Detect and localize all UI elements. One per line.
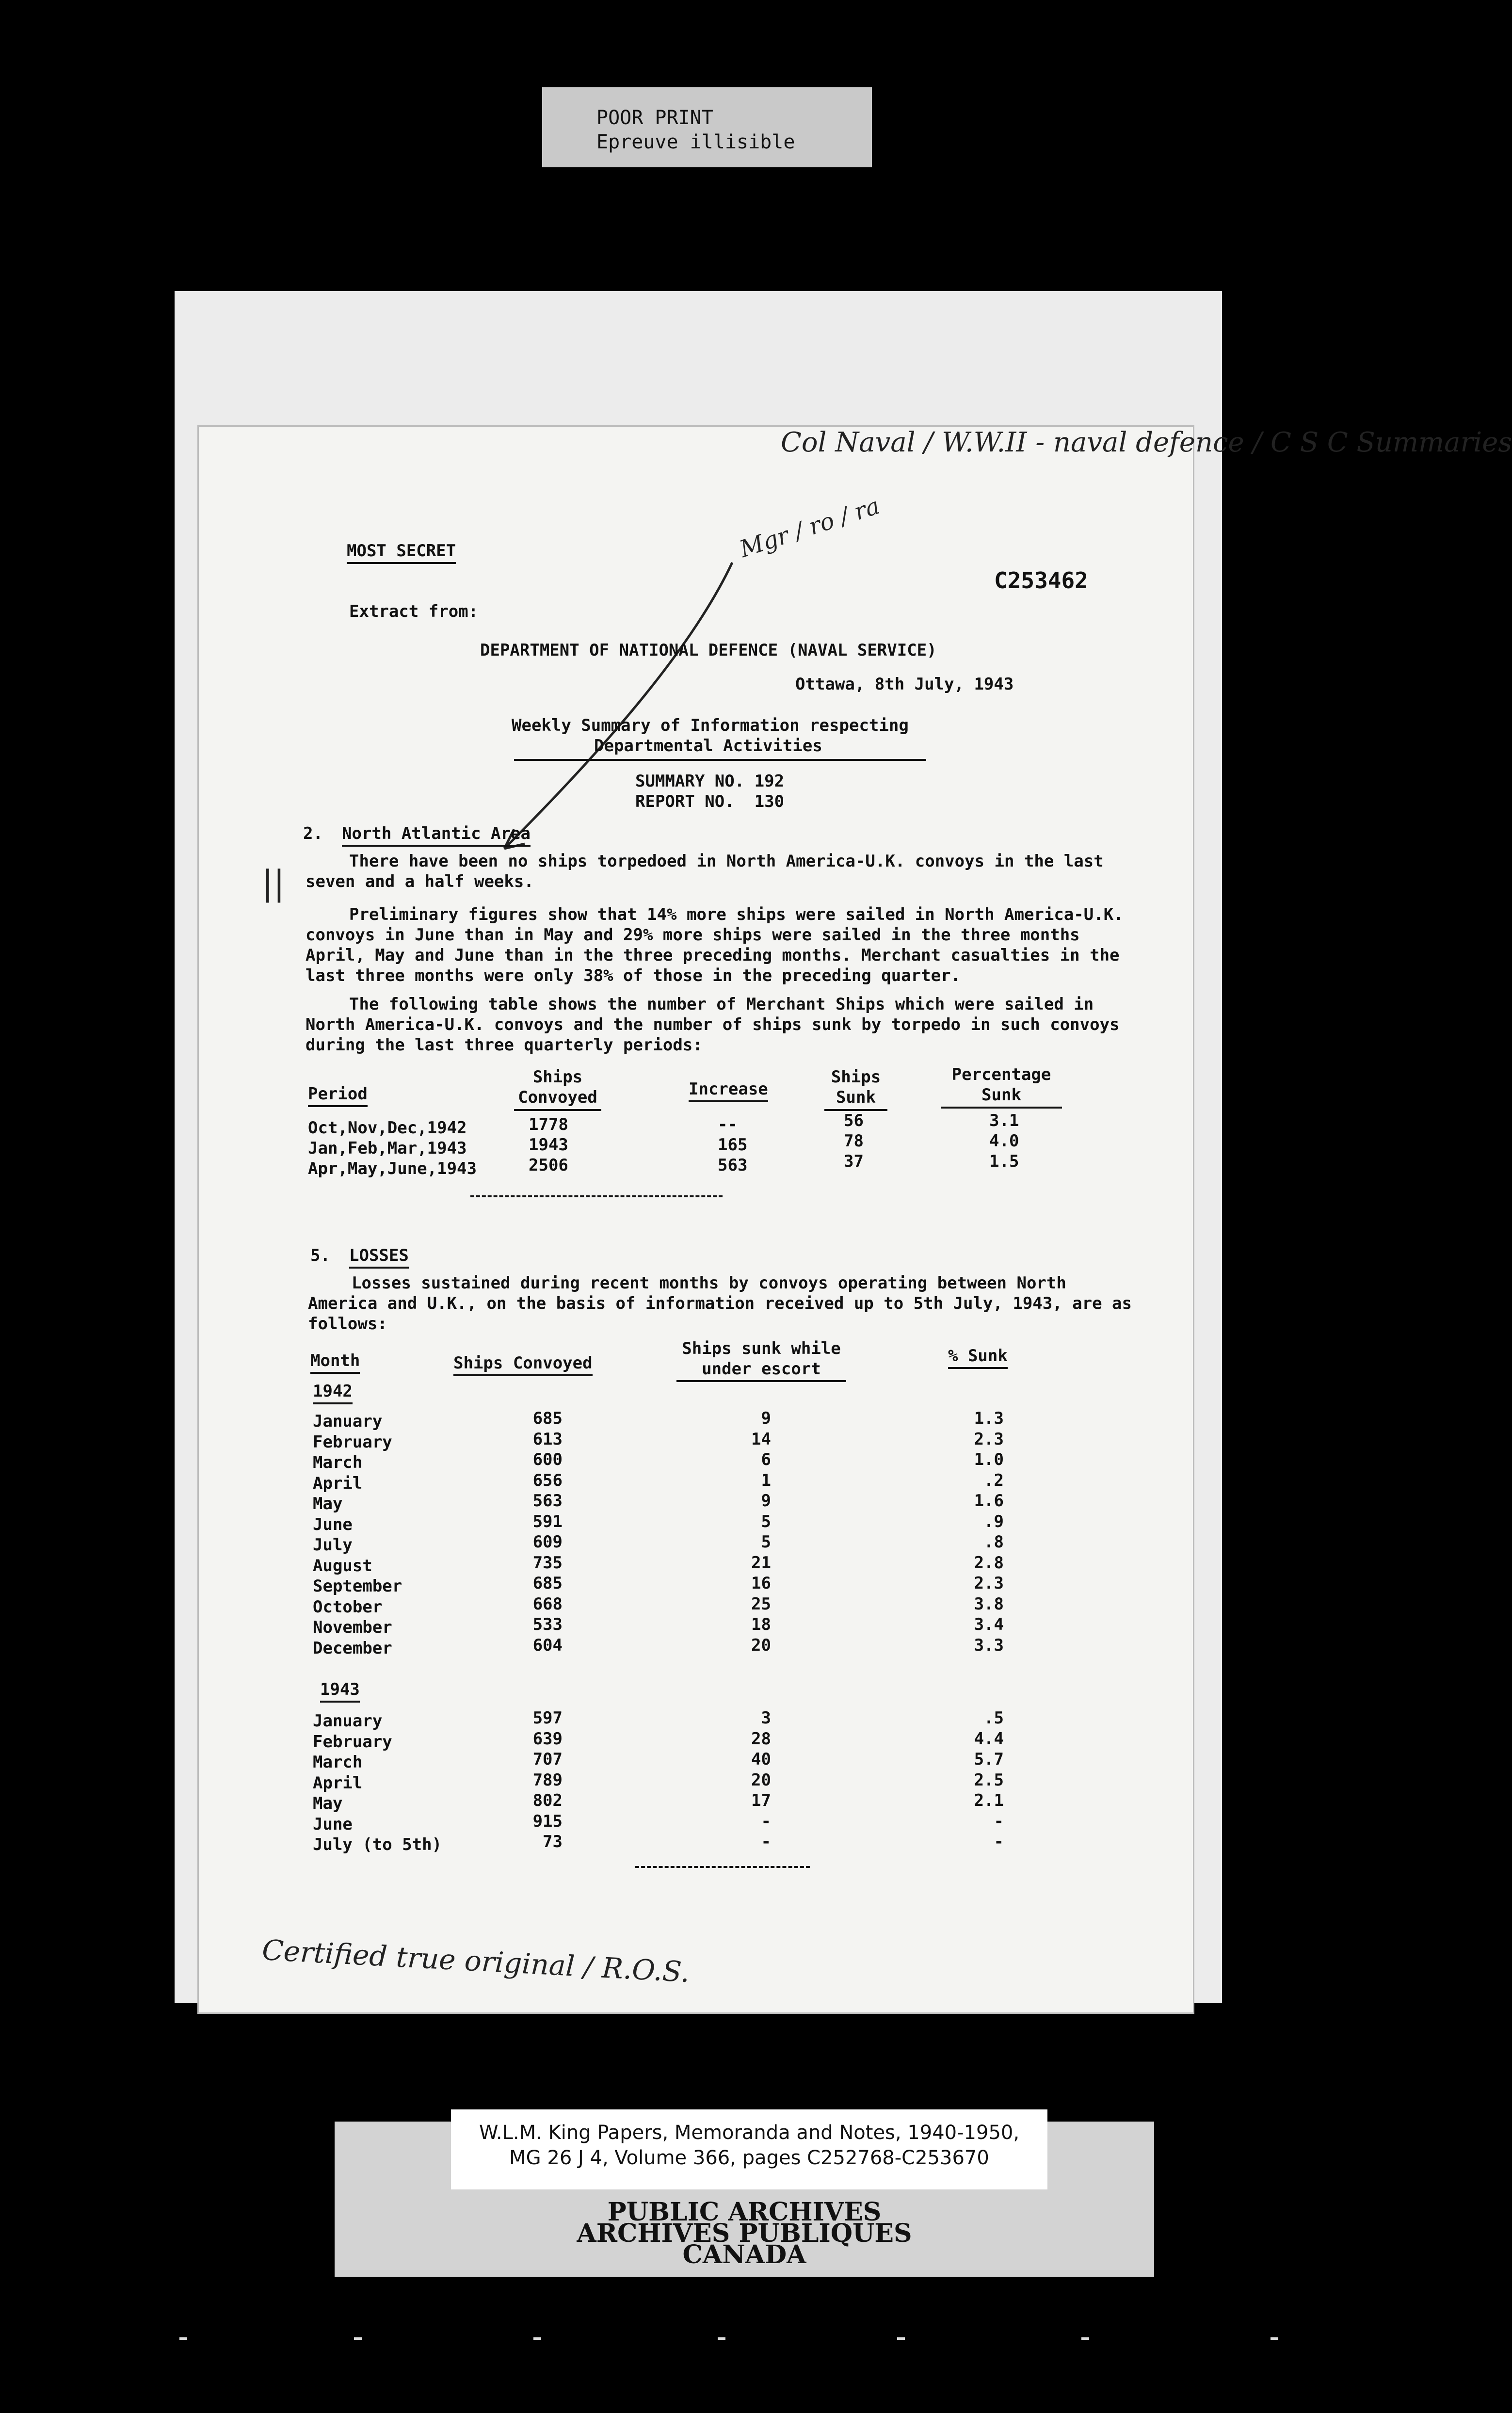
quarterly-header-period: Period bbox=[308, 1084, 368, 1107]
table-cell: 1778 bbox=[529, 1115, 568, 1134]
title-rule bbox=[514, 759, 926, 761]
poor-print-label bbox=[542, 87, 872, 167]
handwritten-certification: Certified true original / R.O.S. bbox=[261, 1933, 691, 1989]
film-tick bbox=[718, 2337, 725, 2340]
paragraph-no-torpedoed: There have been no ships torpedoed in North America-U.K. convoys in the last seven and a half weeks. bbox=[306, 852, 1104, 891]
table-cell: - bbox=[994, 1832, 1004, 1851]
table-cell: 1.6 bbox=[974, 1491, 1004, 1511]
table-cell: April bbox=[313, 1773, 363, 1793]
archive-country: CANADA bbox=[682, 2240, 806, 2269]
table-cell: .2 bbox=[984, 1470, 1004, 1490]
table-cell: 3.8 bbox=[974, 1594, 1004, 1614]
table-cell: February bbox=[313, 1732, 392, 1752]
quarterly-header-convoyed: Ships Convoyed bbox=[518, 1067, 597, 1107]
table-cell: July bbox=[313, 1535, 353, 1555]
table-cell: 14 bbox=[751, 1429, 771, 1449]
table-cell: 533 bbox=[532, 1615, 563, 1634]
table-cell: - bbox=[994, 1811, 1004, 1831]
table-cell: 16 bbox=[751, 1574, 771, 1593]
table-cell: 609 bbox=[532, 1532, 563, 1552]
table-cell: 789 bbox=[532, 1770, 563, 1790]
archive-name-en: PUBLIC ARCHIVES bbox=[607, 2197, 882, 2227]
table-cell: .5 bbox=[984, 1708, 1004, 1728]
classification: MOST SECRET bbox=[347, 541, 456, 564]
paragraph-losses-intro: Losses sustained during recent months by convoys operating between North America and U.K., on the basis of information received up to 5th July, 1943, are as follows: bbox=[308, 1273, 1132, 1334]
table-cell: 9 bbox=[761, 1409, 771, 1428]
table-cell: January bbox=[313, 1412, 383, 1431]
table-cell: August bbox=[313, 1556, 372, 1576]
source-line2: MG 26 J 4, Volume 366, pages C252768-C253670 bbox=[509, 2147, 989, 2169]
table-cell: 5.7 bbox=[974, 1750, 1004, 1769]
section5-title: LOSSES bbox=[349, 1245, 409, 1269]
poor-print-line2: Epreuve illisible bbox=[596, 131, 795, 153]
table-cell: 56 bbox=[844, 1111, 864, 1130]
table-cell: September bbox=[313, 1576, 402, 1596]
report-number: REPORT NO. 130 bbox=[635, 792, 785, 811]
table-cell: - bbox=[761, 1811, 771, 1831]
table-cell: Jan,Feb,Mar,1943 bbox=[308, 1139, 467, 1158]
table-cell: -- bbox=[718, 1115, 738, 1134]
table-cell: 3.1 bbox=[989, 1111, 1019, 1130]
handwritten-filing-note: Col Naval / W.W.II - naval defence / C S C Summaries bbox=[781, 427, 1512, 458]
table-cell: 6 bbox=[761, 1450, 771, 1469]
table-cell: October bbox=[313, 1597, 383, 1617]
table-cell: 1.5 bbox=[989, 1152, 1019, 1171]
table-cell: 685 bbox=[532, 1574, 563, 1593]
table-cell: 613 bbox=[532, 1429, 563, 1449]
table-cell: 3.3 bbox=[974, 1635, 1004, 1655]
quarterly-header-sunk: Ships Sunk bbox=[831, 1067, 881, 1107]
section2-title: North Atlantic Area bbox=[342, 823, 531, 847]
table-cell: 597 bbox=[532, 1708, 563, 1728]
table-cell: 17 bbox=[751, 1791, 771, 1810]
table-cell: 600 bbox=[532, 1450, 563, 1469]
table-cell: 28 bbox=[751, 1729, 771, 1749]
table-cell: .8 bbox=[984, 1532, 1004, 1552]
table-cell: 2.8 bbox=[974, 1553, 1004, 1573]
table-cell: May bbox=[313, 1794, 343, 1813]
table-cell: 735 bbox=[532, 1553, 563, 1573]
table-cell: 639 bbox=[532, 1729, 563, 1749]
table-cell: 604 bbox=[532, 1635, 563, 1655]
table-cell: 563 bbox=[718, 1156, 748, 1175]
table-cell: 4.0 bbox=[989, 1131, 1019, 1151]
summary-number: SUMMARY NO. 192 bbox=[635, 772, 785, 791]
quarterly-header-percentage: Percentage Sunk bbox=[951, 1065, 1051, 1105]
document-page bbox=[199, 427, 1512, 2012]
table-cell: January bbox=[313, 1711, 383, 1731]
table-cell: 563 bbox=[532, 1491, 563, 1511]
margin-mark: || bbox=[262, 863, 285, 903]
table-cell: 2.3 bbox=[974, 1574, 1004, 1593]
table-cell: June bbox=[313, 1814, 353, 1834]
table-cell: 802 bbox=[532, 1791, 563, 1810]
poor-print-line1: POOR PRINT bbox=[596, 107, 713, 129]
monthly-header-sunk: Ships sunk while under escort bbox=[682, 1339, 841, 1379]
report-title-line2: Departmental Activities bbox=[594, 736, 822, 756]
table-cell: 5 bbox=[761, 1512, 771, 1531]
table-cell: 591 bbox=[532, 1512, 563, 1531]
table-cell: 1.0 bbox=[974, 1450, 1004, 1469]
table-cell: 1943 bbox=[529, 1135, 568, 1155]
table-cell: 25 bbox=[751, 1594, 771, 1614]
film-tick bbox=[1081, 2337, 1089, 2340]
section-divider bbox=[470, 1195, 723, 1197]
table-cell: April bbox=[313, 1473, 363, 1493]
table-cell: March bbox=[313, 1753, 363, 1772]
source-line1: W.L.M. King Papers, Memoranda and Notes, 1940-1950, bbox=[479, 2122, 1020, 2144]
source-label bbox=[451, 2109, 1047, 2189]
paragraph-table-intro: The following table shows the number of Merchant Ships which were sailed in North America-U.K. convoys and the number of ships sunk by torpedo in such convoys during the last three quarterly periods: bbox=[306, 995, 1120, 1055]
quarterly-header-increase: Increase bbox=[689, 1079, 768, 1102]
quarterly-header-rule bbox=[941, 1107, 1062, 1109]
table-cell: March bbox=[313, 1453, 363, 1472]
table-cell: 668 bbox=[532, 1594, 563, 1614]
table-cell: 37 bbox=[844, 1152, 864, 1171]
film-tick bbox=[1271, 2337, 1278, 2340]
table-cell: 9 bbox=[761, 1491, 771, 1511]
section5-number: 5. bbox=[310, 1246, 330, 1265]
table-cell: 165 bbox=[718, 1135, 748, 1155]
film-tick bbox=[533, 2337, 541, 2340]
monthly-header-percent: % Sunk bbox=[948, 1346, 1008, 1369]
table-cell: 915 bbox=[532, 1811, 563, 1831]
handwritten-initials: Mgr / ro / ra bbox=[736, 492, 883, 563]
year-1943-label: 1943 bbox=[320, 1679, 360, 1703]
table-cell: 5 bbox=[761, 1532, 771, 1552]
table-cell: November bbox=[313, 1618, 392, 1637]
section2-number: 2. bbox=[303, 824, 323, 843]
table-cell: 707 bbox=[532, 1750, 563, 1769]
extract-from: Extract from: bbox=[349, 602, 479, 621]
table-cell: 4.4 bbox=[974, 1729, 1004, 1749]
table-cell: - bbox=[761, 1832, 771, 1851]
year-1942-label: 1942 bbox=[313, 1381, 353, 1404]
paragraph-preliminary: Preliminary figures show that 14% more ships were sailed in North America-U.K. convoys in June than in May and 29% more ships were sailed in the three months April, May and June than in the three preceding months. Merchant casualties in the last three months were only 38% of those in the preceding quarter. bbox=[306, 905, 1124, 985]
quarterly-header-rule bbox=[514, 1109, 601, 1111]
table-cell: Oct,Nov,Dec,1942 bbox=[308, 1118, 467, 1138]
report-title-line1: Weekly Summary of Information respecting bbox=[512, 716, 909, 735]
table-cell: 2506 bbox=[529, 1156, 568, 1175]
table-cell: 18 bbox=[751, 1615, 771, 1634]
table-cell: 656 bbox=[532, 1470, 563, 1490]
document-number: C253462 bbox=[994, 567, 1088, 594]
table-cell: July (to 5th) bbox=[313, 1835, 442, 1854]
handwritten-arrow bbox=[490, 558, 742, 858]
table-cell: 2.1 bbox=[974, 1791, 1004, 1810]
monthly-header-convoyed: Ships Convoyed bbox=[453, 1353, 593, 1376]
table-cell: June bbox=[313, 1514, 353, 1534]
archive-name-fr: ARCHIVES PUBLIQUES bbox=[577, 2219, 912, 2248]
table-cell: December bbox=[313, 1638, 392, 1658]
table-cell: 73 bbox=[543, 1832, 563, 1851]
monthly-header-rule bbox=[676, 1380, 846, 1382]
table-cell: 20 bbox=[751, 1770, 771, 1790]
table-cell: 78 bbox=[844, 1131, 864, 1151]
table-cell: February bbox=[313, 1432, 392, 1452]
table-cell: May bbox=[313, 1494, 343, 1513]
table-cell: 1.3 bbox=[974, 1409, 1004, 1428]
table-cell: Apr,May,June,1943 bbox=[308, 1159, 477, 1178]
department: DEPARTMENT OF NATIONAL DEFENCE (NAVAL SERVICE) bbox=[480, 641, 937, 660]
film-tick bbox=[354, 2337, 362, 2340]
table-cell: 3 bbox=[761, 1708, 771, 1728]
table-cell: 40 bbox=[751, 1750, 771, 1769]
film-tick bbox=[179, 2337, 187, 2340]
document-date: Ottawa, 8th July, 1943 bbox=[795, 675, 1014, 694]
table-cell: 1 bbox=[761, 1470, 771, 1490]
monthly-header-month: Month bbox=[310, 1351, 360, 1374]
table-cell: 2.5 bbox=[974, 1770, 1004, 1790]
end-divider bbox=[635, 1866, 810, 1868]
table-cell: 2.3 bbox=[974, 1429, 1004, 1449]
film-tick bbox=[897, 2337, 905, 2340]
table-cell: .9 bbox=[984, 1512, 1004, 1531]
table-cell: 21 bbox=[751, 1553, 771, 1573]
table-cell: 3.4 bbox=[974, 1615, 1004, 1634]
table-cell: 685 bbox=[532, 1409, 563, 1428]
table-cell: 20 bbox=[751, 1635, 771, 1655]
